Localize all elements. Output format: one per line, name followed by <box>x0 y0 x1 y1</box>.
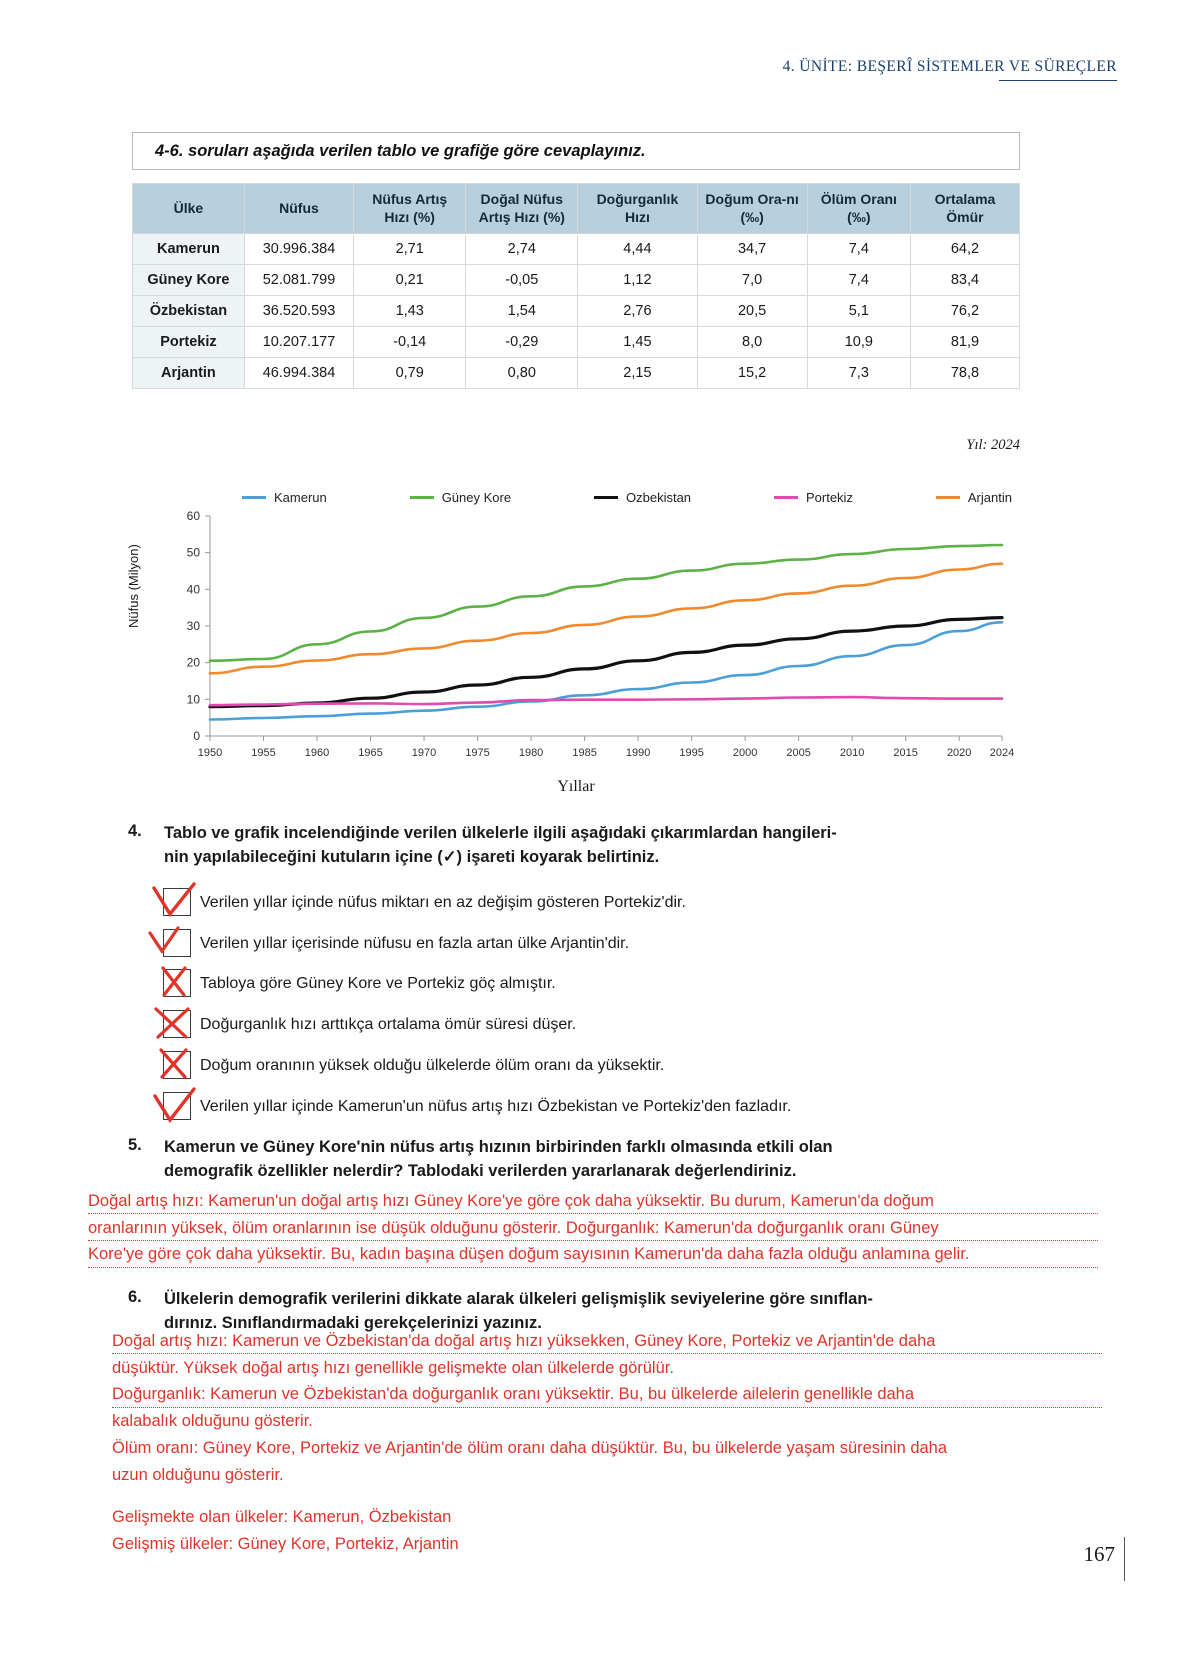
classification-line: Gelişmiş ülkeler: Güney Kore, Portekiz, Arjantin <box>112 1534 459 1553</box>
answer-line: Kore'ye göre çok daha yüksektir. Bu, kadın başına düşen doğum sayısının Kamerun'da daha fazla olduğu anlamına gelir. <box>88 1245 970 1264</box>
question-5-text <box>164 1136 1004 1184</box>
legend-swatch-ozbekistan <box>594 496 618 499</box>
svg-text:40: 40 <box>186 582 200 597</box>
legend-item-ozbekistan <box>594 490 691 505</box>
question-5-line1: Kamerun ve Güney Kore'nin nüfus artış hızının birbirinden farklı olmasında etkili olan <box>164 1138 833 1156</box>
header-rule <box>999 80 1117 81</box>
cell-life-expectancy: 78,8 <box>910 358 1019 389</box>
legend-swatch-arjantin <box>936 496 960 499</box>
cell-growth-rate: -0,14 <box>354 327 466 358</box>
cell-life-expectancy: 76,2 <box>910 296 1019 327</box>
legend-swatch-kamerun <box>242 496 266 499</box>
cell-population: 36.520.593 <box>244 296 353 327</box>
classification-line: Gelişmekte olan ülkeler: Kamerun, Özbekistan <box>112 1508 452 1526</box>
svg-text:10: 10 <box>186 692 200 707</box>
question-5-number: 5. <box>128 1136 142 1154</box>
question-4-line2: nin yapılabileceğini kutuların içine (✓) işareti koyarak belirtiniz. <box>164 847 660 866</box>
checkbox-option-4[interactable] <box>163 1010 191 1038</box>
legend-swatch-guney-kore <box>410 496 434 499</box>
cell-natural-growth-rate: 0,80 <box>466 358 578 389</box>
svg-text:1990: 1990 <box>625 747 651 759</box>
checkbox-option-3[interactable] <box>163 969 191 997</box>
page-number-rule <box>1124 1537 1125 1581</box>
svg-text:20: 20 <box>186 655 200 670</box>
cell-fertility: 1,45 <box>578 327 697 358</box>
legend-swatch-portekiz <box>774 496 798 499</box>
col-header-fertility: Doğurganlık Hızı <box>578 184 697 234</box>
population-line-chart <box>126 478 1020 808</box>
cell-natural-growth-rate: -0,05 <box>466 265 578 296</box>
table-header-row <box>133 184 1020 234</box>
legend-label-guney-kore: Güney Kore <box>441 489 512 505</box>
answer-rule <box>88 1213 1098 1214</box>
answer-line: Ölüm oranı: Güney Kore, Portekiz ve Arjantin'de ölüm oranı daha düşüktür. Bu, bu ülkelerde yaşam süresinin daha <box>112 1438 948 1457</box>
cell-death-rate: 7,3 <box>807 358 910 389</box>
question-4-number: 4. <box>128 822 142 840</box>
cell-fertility: 4,44 <box>578 234 697 265</box>
cell-birth-rate: 7,0 <box>697 265 807 296</box>
cell-growth-rate: 0,21 <box>354 265 466 296</box>
cell-population: 30.996.384 <box>244 234 353 265</box>
svg-text:2024: 2024 <box>989 747 1015 759</box>
answer-rule <box>88 1267 1098 1268</box>
answer-rule <box>112 1407 1102 1408</box>
cell-death-rate: 10,9 <box>807 327 910 358</box>
svg-text:0: 0 <box>193 729 200 743</box>
cell-growth-rate: 1,43 <box>354 296 466 327</box>
col-header-death-rate: Ölüm Oranı (‰) <box>807 184 910 234</box>
svg-text:1965: 1965 <box>358 747 383 759</box>
option-2-label: Verilen yıllar içerisinde nüfusu en fazla artan ülke Arjantin'dir. <box>200 935 630 952</box>
unit-header: 4. ÜNİTE: BEŞERÎ SİSTEMLER VE SÜREÇLER <box>782 58 1117 75</box>
instruction-text: 4-6. soruları aşağıda verilen tablo ve grafiğe göre cevaplayınız. <box>155 141 646 160</box>
cell-country: Güney Kore <box>133 265 245 296</box>
legend-item-kamerun <box>242 490 327 505</box>
svg-text:1975: 1975 <box>465 747 490 759</box>
cell-population: 10.207.177 <box>244 327 353 358</box>
chart-y-axis-label: Nüfus (Milyon) <box>126 544 141 628</box>
question-6-line1: Ülkelerin demografik verilerini dikkate alarak ülkeleri gelişmişlik seviyelerine göre sınıflan- <box>164 1290 873 1308</box>
chart-x-axis-label: Yıllar <box>557 778 595 795</box>
option-3-label: Tabloya göre Güney Kore ve Portekiz göç almıştır. <box>200 975 556 992</box>
svg-text:1985: 1985 <box>572 747 597 759</box>
answer-line: Doğal artış hızı: Kamerun ve Özbekistan'da doğal artış hızı yüksekken, Güney Kore, Portekiz ve Arjantin'de daha <box>112 1332 936 1350</box>
cell-growth-rate: 2,71 <box>354 234 466 265</box>
svg-text:1970: 1970 <box>411 747 437 759</box>
svg-text:1995: 1995 <box>679 747 704 759</box>
answer-line: düşüktür. Yüksek doğal artış hızı genellikle gelişmekte olan ülkelerde görülür. <box>112 1358 674 1377</box>
table-row <box>133 296 1020 327</box>
table-row <box>133 358 1020 389</box>
cell-fertility: 1,12 <box>578 265 697 296</box>
checkbox-option-2[interactable] <box>163 929 191 957</box>
option-6-label: Verilen yıllar içinde Kamerun'un nüfus artış hızı Özbekistan ve Portekiz'den fazladır. <box>200 1098 792 1115</box>
legend-item-arjantin <box>936 490 1012 505</box>
col-header-natural-growth-rate: Doğal Nüfus Artış Hızı (%) <box>466 184 578 234</box>
col-header-birth-rate: Doğum Ora-nı (‰) <box>697 184 807 234</box>
cell-natural-growth-rate: 2,74 <box>466 234 578 265</box>
svg-text:1955: 1955 <box>251 747 276 759</box>
question-6-number: 6. <box>128 1288 142 1306</box>
svg-text:1950: 1950 <box>197 747 223 759</box>
svg-text:30: 30 <box>186 619 200 633</box>
answer-rule <box>88 1240 1098 1241</box>
chart-canvas <box>132 504 1020 774</box>
answer-rule <box>112 1353 1102 1354</box>
col-header-country: Ülke <box>133 184 245 234</box>
svg-text:2010: 2010 <box>839 747 865 759</box>
question-5-line2: demografik özellikler nelerdir? Tablodaki verilerden yararlanarak değerlendiriniz. <box>164 1161 797 1180</box>
svg-text:50: 50 <box>186 545 200 560</box>
option-1-label: Verilen yıllar içinde nüfus miktarı en az değişim gösteren Portekiz'dir. <box>200 894 686 911</box>
page-number: 167 <box>1083 1542 1115 1566</box>
option-4-label: Doğurganlık hızı arttıkça ortalama ömür süresi düşer. <box>200 1016 577 1033</box>
checkbox-option-6[interactable] <box>163 1092 191 1120</box>
option-5-label: Doğum oranının yüksek olduğu ülkelerde ölüm oranı da yüksektir. <box>200 1057 665 1074</box>
table-row <box>133 265 1020 296</box>
checkbox-option-1[interactable] <box>163 888 191 916</box>
cell-death-rate: 7,4 <box>807 234 910 265</box>
answer-line: Doğurganlık: Kamerun ve Özbekistan'da doğurganlık oranı yüksektir. Bu, bu ülkelerde ailelerin genellikle daha <box>112 1385 915 1404</box>
cell-population: 46.994.384 <box>244 358 353 389</box>
cell-death-rate: 7,4 <box>807 265 910 296</box>
cell-country: Özbekistan <box>133 296 245 327</box>
cell-growth-rate: 0,79 <box>354 358 466 389</box>
question-6-classification <box>112 1504 1112 1557</box>
svg-text:2015: 2015 <box>893 747 918 759</box>
table-row <box>133 234 1020 265</box>
cell-life-expectancy: 64,2 <box>910 234 1019 265</box>
cell-population: 52.081.799 <box>244 265 353 296</box>
answer-line: uzun olduğunu gösterir. <box>112 1465 284 1484</box>
table-row <box>133 327 1020 358</box>
checkbox-option-5[interactable] <box>163 1051 191 1079</box>
table-year-note: Yıl: 2024 <box>966 437 1020 453</box>
legend-item-guney-kore <box>410 490 511 505</box>
cell-birth-rate: 20,5 <box>697 296 807 327</box>
demographic-table <box>132 183 1020 389</box>
svg-text:1980: 1980 <box>518 747 544 759</box>
question-4-line1: Tablo ve grafik incelendiğinde verilen ülkelerle ilgili aşağıdaki çıkarımlardan hangileri- <box>164 824 837 842</box>
col-header-population: Nüfus <box>244 184 353 234</box>
cell-country: Arjantin <box>133 358 245 389</box>
cell-country: Kamerun <box>133 234 245 265</box>
cell-birth-rate: 15,2 <box>697 358 807 389</box>
col-header-growth-rate: Nüfus Artış Hızı (%) <box>354 184 466 234</box>
legend-item-portekiz <box>774 490 853 505</box>
answer-line: Doğal artış hızı: Kamerun'un doğal artış hızı Güney Kore'ye göre çok daha yüksektir. Bu durum, Kamerun'da doğum <box>88 1192 934 1210</box>
cell-country: Portekiz <box>133 327 245 358</box>
svg-text:1960: 1960 <box>304 747 330 759</box>
cell-death-rate: 5,1 <box>807 296 910 327</box>
svg-text:2000: 2000 <box>732 747 758 759</box>
legend-label-kamerun: Kamerun <box>274 489 327 505</box>
question-6-line2: dırınız. Sınıflandırmadaki gerekçelerinizi yazınız. <box>164 1313 542 1332</box>
answer-line: oranlarının yüksek, ölüm oranlarının ise düşük olduğunu gösterir. Doğurganlık: Kamerun'da doğurganlık oranı Güney <box>88 1218 939 1237</box>
cell-fertility: 2,76 <box>578 296 697 327</box>
svg-text:2005: 2005 <box>786 747 811 759</box>
svg-text:2020: 2020 <box>946 747 972 759</box>
cell-birth-rate: 34,7 <box>697 234 807 265</box>
legend-label-portekiz: Portekiz <box>805 489 853 505</box>
answer-line: kalabalık olduğunu gösterir. <box>112 1412 313 1431</box>
cell-life-expectancy: 83,4 <box>910 265 1019 296</box>
svg-text:60: 60 <box>186 509 200 523</box>
instruction-box <box>132 132 1020 170</box>
legend-label-ozbekistan: Ozbekistan <box>626 489 692 505</box>
question-5-answer <box>88 1188 1108 1268</box>
cell-birth-rate: 8,0 <box>697 327 807 358</box>
col-header-life-expectancy: Ortalama Ömür <box>910 184 1019 234</box>
cell-natural-growth-rate: -0,29 <box>466 327 578 358</box>
cell-life-expectancy: 81,9 <box>910 327 1019 358</box>
cell-natural-growth-rate: 1,54 <box>466 296 578 327</box>
cell-fertility: 2,15 <box>578 358 697 389</box>
legend-label-arjantin: Arjantin <box>967 489 1012 505</box>
question-4-text <box>164 822 994 870</box>
